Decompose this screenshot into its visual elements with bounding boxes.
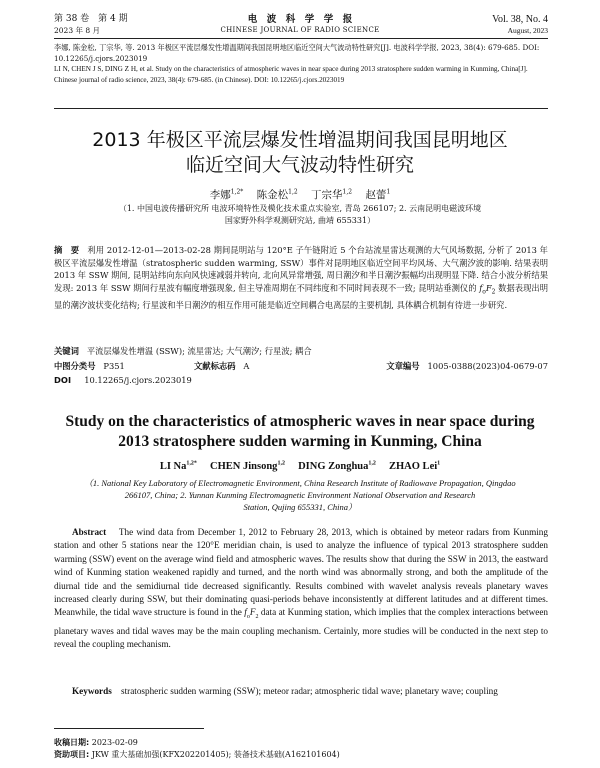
author-en: DING Zonghua$^{1,2}$ bbox=[298, 460, 376, 472]
citation-en: LI N, CHEN J S, DING Z H, et al. Study on the characteristics of atmospheric waves in near space during 2013 stratosphere sudden warming in Kunming, China[J]. Chinese journal of radio science, 2023, 38(4): 679-685. (in Chinese). DOI: 10.12265/j.cjors.2023019 bbox=[54, 65, 528, 84]
affiliation-cn-line2: 国家野外科学观测研究站, 曲靖 655331） bbox=[224, 216, 376, 225]
keywords-cn-text: 平流层爆发性增温 (SSW); 流星雷达; 大气潮汐; 行星波; 耦合 bbox=[86, 346, 312, 356]
keywords-en bbox=[54, 685, 548, 698]
doc-code-value: A bbox=[243, 361, 250, 371]
fof2-symbol: f bbox=[479, 282, 483, 293]
author-cn: 李娜$^{1,2*}$ bbox=[209, 188, 244, 201]
abstract-en-text-b: data at Kunming station, which implies that the complex interactions between planetary waves and tidal waves may be the main coupling mechanism. Certainly, more studies will be conducted in the next step to reveal the coupling mechanism. bbox=[54, 607, 548, 650]
affiliation-en bbox=[80, 477, 520, 513]
citation-block bbox=[54, 43, 548, 85]
funding: 资助项目: JKW 重大基础加强(KFX202201405); 装备技术基础(A162101604) bbox=[54, 750, 340, 759]
meta-row-2 bbox=[54, 375, 548, 385]
author-en: LI $Na^{1,2*}$ bbox=[159, 460, 197, 472]
fof2-symbol-en: f bbox=[244, 607, 247, 618]
journal-name-en: CHINESE JOURNAL OF RADIO SCIENCE bbox=[220, 26, 380, 34]
abstract-cn-text-a: 利用 2012-12-01—2013-02-28 期间昆明站与 120°E 子午链附近 5 个台站流星雷达观测的大气风场数据, 分析了 2013 年极区平流层爆发性增温（stratospheric sudden warming, SSW）事件对昆明地区临近空间平均风场、大气潮汐波的影响. 结果表明 2013 年 SSW 期间, 昆明站纬向东向风快速减弱并转向, 北向风异常增强, 周日潮汐和半日潮汐振幅均出现明显下降. 结合小波分析结果发现: 2013 年 SSW 期间行星波有幅度增强现象, 但主导准周期在不同纬度和不同时间表现不一致; 昆明站垂测仪的 bbox=[54, 245, 548, 293]
keywords-cn-label: 关键词 bbox=[54, 346, 79, 356]
author-cn: 陈金松$^{1,2}$ bbox=[256, 188, 298, 201]
citation-rule bbox=[54, 108, 548, 109]
article-no-label: 文章编号 bbox=[386, 361, 420, 371]
title-en bbox=[0, 412, 600, 452]
keywords-en-text: stratospheric sudden warming (SSW); meteor radar; atmospheric tidal wave; planetary wave; coupling bbox=[121, 686, 498, 696]
author-en: ZHAO Lei$^1$ bbox=[389, 460, 441, 472]
affiliation-cn-line1: （1. 中国电波传播研究所 电波环境特性及模化技术重点实验室, 青岛 266107; 2. 云南昆明电磁波环境 bbox=[118, 204, 482, 213]
abstract-cn-text-b: 数据表现出明显的潮汐波状变化结构; 行星波和半日潮汐的相互作用可能是临近空间耦合电离层的主要机制, 具体耦合机制有待进一步研究. bbox=[54, 282, 549, 310]
title-cn-line2: 临近空间大气波动特性研究 bbox=[185, 154, 414, 176]
title-en-line2: 2013 stratosphere sudden warming in Kunming, China bbox=[118, 433, 482, 450]
citation-cn: 李娜, 陈金松, 丁宗华, 等. 2013 年极区平流层爆发性增温期间我国昆明地区临近空间大气波动特性研究[J]. 电波科学学报, 2023, 38(4): 679-685. DOI: 10.12265/j.cjors.2023019 bbox=[54, 43, 540, 63]
doc-code-label: 文献标志码 bbox=[194, 361, 236, 371]
author-cn: 赵蕾$^1$ bbox=[365, 188, 391, 201]
authors-cn bbox=[0, 187, 600, 202]
footnote-rule bbox=[54, 728, 204, 729]
title-cn-line1: 2013 年极区平流层爆发性增温期间我国昆明地区 bbox=[92, 129, 508, 151]
abstract-cn-label: 摘 要 bbox=[54, 245, 80, 255]
volume-cn: 第 38 卷 第 4 期 bbox=[54, 14, 128, 24]
title-cn bbox=[0, 128, 600, 178]
abstract-en: Abstract The wind data from December 1, 2012 to February 28, 2013, which is obtained by meteor radars from Kunming station and other 5 stations near the 120°E meridian chain, is used to analyze the influence of typical 2013 stratosphere sudden warming (SSW) event on the average wind field and atmospheric waves. The results show that during the SSW in 2013, the eastward wind of Kunming station weakened rapidly and turned, and the north wind was abnormally strong, and both the amplitude of the diurnal tide and the semidiurnal tide decreased significantly. Results combined with wavelet analysis reveals planetary waves increased clearly during SSW, but their dominating quasi-periods behave inconsistently at different latitudes and at different times. Meanwhile, the tidal wave structure is found in the $f_oF_2$ data at Kunming station, which implies that the complex interactions between planetary waves and tidal waves may be the main coupling mechanism. Certainly, more studies will be conducted in the next step to reveal the coupling mechanism. bbox=[54, 527, 548, 650]
journal-name-cn: 电 波 科 学 学 报 bbox=[247, 14, 353, 25]
affiliation-en-line1: （1. National Key Laboratory of Electromagnetic Environment, China Research Institute of Radiowave Propagation, Qingdao bbox=[84, 478, 516, 488]
keywords-en-label: Keywords bbox=[72, 686, 112, 696]
received-date: 收稿日期: 2023-02-09 bbox=[54, 738, 138, 747]
doi-value: 10.12265/j.cjors.2023019 bbox=[84, 375, 192, 385]
article-no-value: 1005-0388(2023)04-0679-07 bbox=[427, 361, 548, 371]
abstract-cn: 摘 要 利用 2012-12-01—2013-02-28 期间昆明站与 120°E 子午链附近 5 个台站流星雷达观测的大气风场数据, 分析了 2013 年极区平流层爆发性增温（stratospheric sudden warming, SSW）事件对昆明地区临近空间平均风场、大气潮汐波的影响. 结果表明 2013 年 SSW 期间, 昆明站纬向东向风快速减弱并转向, 北向风异常增强, 周日潮汐和半日潮汐振幅均出现明显下降. 结合小波分析结果发现: 2013 年 SSW 期间行星波有幅度增强现象, 但主导准周期在不同纬度和不同时间表现不一致; 昆明站垂测仪的 $f_oF_2$ 数据表现出明显的潮汐波状变化结构; 行星波和半日潮汐的相互作用可能是临近空间耦合电离层的主要机制, 具体耦合机制有待进一步研究. bbox=[54, 245, 549, 310]
meta-row-1 bbox=[54, 360, 548, 372]
author-en: CHEN Jinsong$^{1,2}$ bbox=[210, 460, 285, 472]
abstract-en-label: Abstract bbox=[72, 527, 107, 537]
clc-value: P351 bbox=[103, 361, 125, 371]
title-en-line1: Study on the characteristics of atmospheric waves in near space during bbox=[65, 413, 535, 430]
clc-label: 中图分类号 bbox=[54, 361, 96, 371]
header-volume-en bbox=[492, 14, 548, 36]
keywords-cn bbox=[54, 345, 548, 358]
abstract-en-text-a: The wind data from December 1, 2012 to February 28, 2013, which is obtained by meteor radars from Kunming station and other 5 stations near the 120°E meridian chain, is used to analyze the influence of typical 2013 stratosphere sudden warming (SSW) event on the average wind field and atmospheric waves. The results show that during the SSW in 2013, the eastward wind of Kunming station weakened rapidly and turned, and the north wind was abnormally strong, and both the amplitude of the diurnal tide and the semidiurnal tide decreased significantly. Results combined with wavelet analysis reveals planetary waves increased clearly during SSW, but their dominating quasi-periods behave inconsistently at different latitudes and at different times. Meanwhile, the tidal wave structure is found in the bbox=[54, 527, 548, 618]
doi-label: DOI bbox=[54, 375, 72, 385]
authors-en bbox=[0, 460, 600, 472]
affiliation-en-line3: Station, Qujing 655331, China） bbox=[243, 502, 357, 512]
affiliation-cn bbox=[80, 203, 520, 227]
date-en: August, 2023 bbox=[507, 26, 548, 35]
volume-en: Vol. 38, No. 4 bbox=[492, 14, 548, 25]
date-cn: 2023 年 8 月 bbox=[54, 26, 101, 35]
affiliation-en-line2: 266107, China; 2. Yunnan Kunming Electromagnetic Environment National Observation and Research bbox=[124, 490, 476, 500]
footnote bbox=[54, 737, 548, 761]
author-cn: 丁宗华$^{1,2}$ bbox=[311, 188, 353, 201]
header-rule bbox=[54, 38, 548, 39]
